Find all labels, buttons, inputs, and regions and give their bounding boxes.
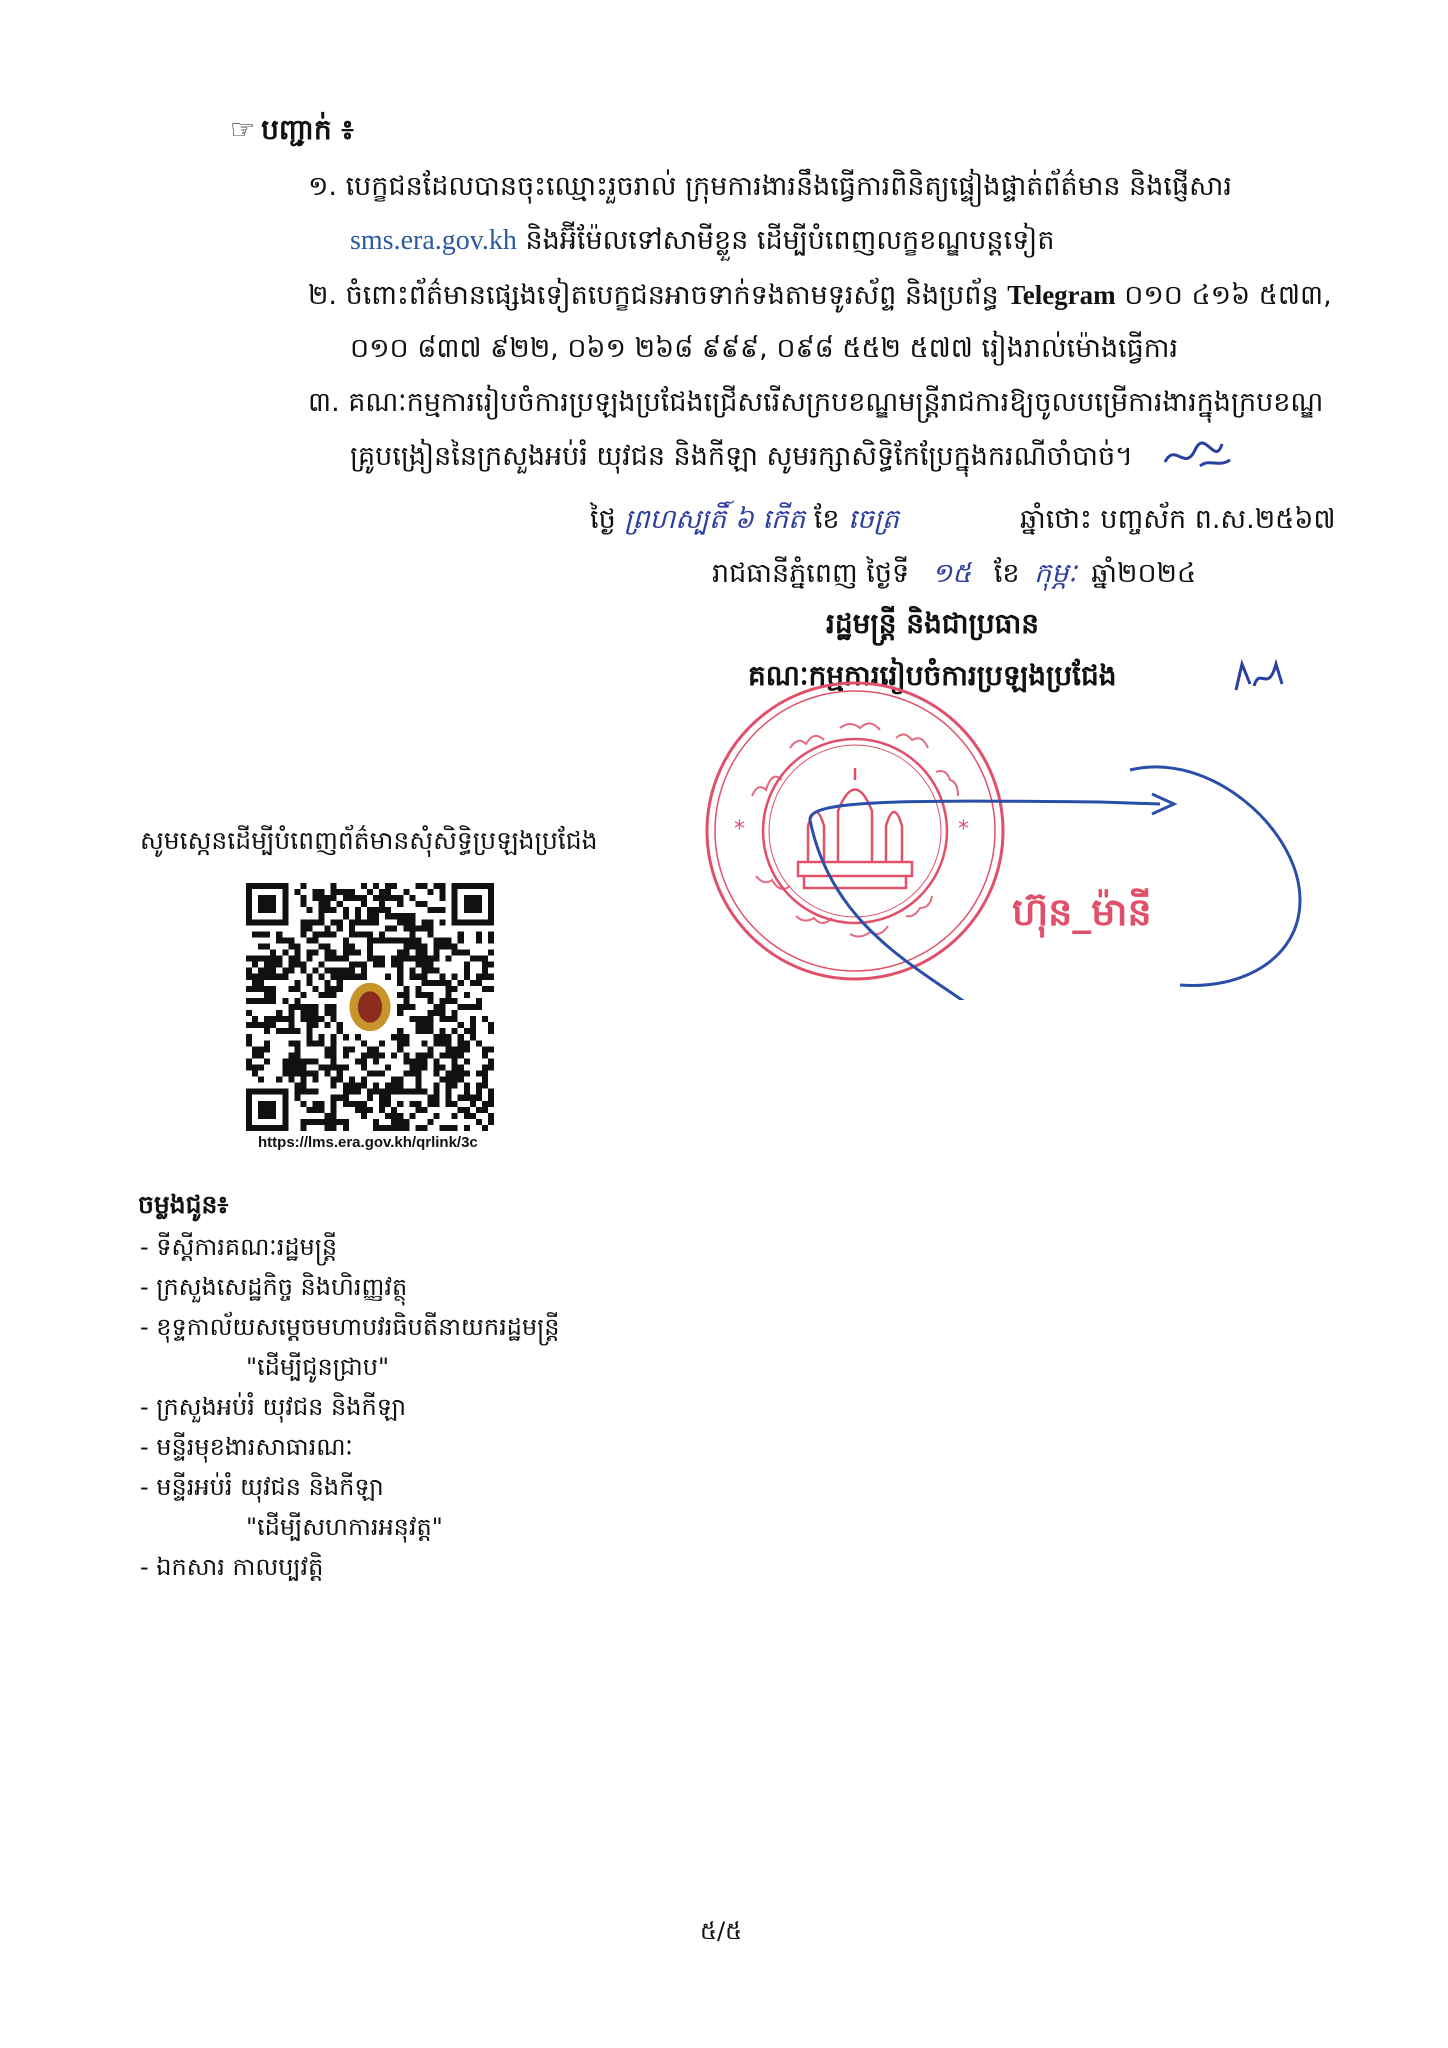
signed-name: ហ៊ុន_ម៉ានី xyxy=(1012,890,1152,934)
minister-title: រដ្ឋមន្ត្រី និងជាប្រធាន xyxy=(826,607,1040,640)
lunar-day-handwritten: ព្រហស្បតិ៍ ៦ កើត xyxy=(624,504,806,535)
distribution-item: - មន្ទីរអប់រំ យុវជន និងកីឡា xyxy=(140,1473,384,1501)
note-item-1-line-2: sms.era.gov.kh និងអ៊ីម៉ែលទៅសាមីខ្លួន ដើម្បីបំពេញលក្ខខណ្ឌបន្តទៀត xyxy=(350,225,1055,256)
lunar-date-line: ថ្ងៃ ព្រហស្បតិ៍ ៦ កើត ខែ ចេត្រ xyxy=(590,504,900,535)
telegram-label: Telegram xyxy=(1007,280,1116,310)
note-item-2-line-2: ០១០ ៨៣៧ ៩២២, ០៦១ ២៦៨ ៩៩៩, ០៩៨ ៥៥២ ៥៧៧ រៀងរាល់ម៉ោងធ្វើការ xyxy=(350,333,1179,364)
distribution-item: - មន្ទីរមុខងារសាធារណៈ xyxy=(140,1433,353,1461)
initials-mark xyxy=(1160,432,1240,476)
committee-title: គណៈកម្មការរៀបចំការប្រឡងប្រជែង xyxy=(748,659,1117,692)
month-name-handwritten: កុម្ភៈ xyxy=(1034,558,1077,589)
svg-text:*: * xyxy=(734,817,745,842)
minister-signature xyxy=(780,740,1340,1000)
distribution-note: "ដើម្បីសហការអនុវត្ត" xyxy=(246,1513,443,1541)
distribution-item: - ក្រសួងសេដ្ឋកិច្ច និងហិរញ្ញវត្ថុ xyxy=(140,1273,408,1301)
note-item-3-line-2: គ្រូបង្រៀននៃក្រសួងអប់រំ យុវជន និងកីឡា សូមរក្សាសិទ្ធិកែប្រែក្នុងករណីចាំបាច់។ xyxy=(350,441,1133,472)
city-date-line: រាជធានីភ្នំពេញ ថ្ងៃទី ១៥ ខែ កុម្ភៈ ឆ្នាំ២០២៤ xyxy=(712,558,1197,589)
distribution-note: "ដើម្បីជូនជ្រាប" xyxy=(246,1353,390,1381)
lunar-month-handwritten: ចេត្រ xyxy=(848,504,900,535)
note-item-3-line-1: ៣. គណៈកម្មការរៀបចំការប្រឡងប្រជែងជ្រើសរើសក្របខណ្ឌមន្ត្រីរាជការឱ្យចូលបម្រើការងារក្នុងក្របខណ្ឌ xyxy=(308,387,1324,418)
distribution-item: - ក្រសួងអប់រំ យុវជន និងកីឡា xyxy=(140,1393,407,1421)
svg-text:*: * xyxy=(958,817,969,842)
year-text: ឆ្នាំថោះ បញ្ចស័ក ព.ស.២៥៦៧ xyxy=(1020,504,1336,535)
day-num-handwritten: ១៥ xyxy=(931,558,972,589)
note-heading: ☞ បញ្ជាក់ ៖ xyxy=(230,113,354,146)
qr-url[interactable]: https://lms.era.gov.kh/qrlink/3c xyxy=(258,1134,478,1151)
page-number: ៥/៥ xyxy=(700,1917,743,1945)
distribution-item: - ឯកសារ កាលប្បវត្តិ xyxy=(140,1553,324,1581)
pointing-hand-icon: ☞ xyxy=(230,113,256,146)
qr-code[interactable] xyxy=(246,883,494,1131)
sms-link[interactable]: sms.era.gov.kh xyxy=(350,225,517,256)
distribution-item: - ទីស្តីការគណៈរដ្ឋមន្ត្រី xyxy=(140,1233,338,1261)
qr-code-graphic xyxy=(246,883,494,1131)
title-initials-mark xyxy=(1230,654,1290,698)
qr-caption: សូមស្កេនដើម្បីបំពេញព័ត៌មានសុំសិទ្ធិប្រឡងប្រជែង xyxy=(140,826,598,855)
distribution-item: - ខុទ្ទកាល័យសម្តេចមហាបវរធិបតីនាយករដ្ឋមន្ត្រី xyxy=(140,1313,560,1341)
note-item-2-line-1: ២. ចំពោះព័ត៌មានផ្សេងទៀតបេក្ខជនអាចទាក់ទងតាមទូរស័ព្ទ និងប្រព័ន្ធ Telegram ០១០ ៤១៦ ៥៧៣, xyxy=(308,280,1332,311)
distribution-heading: ចម្លងជូន៖ xyxy=(138,1190,229,1219)
note-item-1-line-1: ១. បេក្ខជនដែលបានចុះឈ្មោះរួចរាល់ ក្រុមការងារនឹងធ្វើការពិនិត្យផ្ទៀងផ្ទាត់ព័ត៌មាន និងផ្ញើសារ xyxy=(308,171,1232,202)
